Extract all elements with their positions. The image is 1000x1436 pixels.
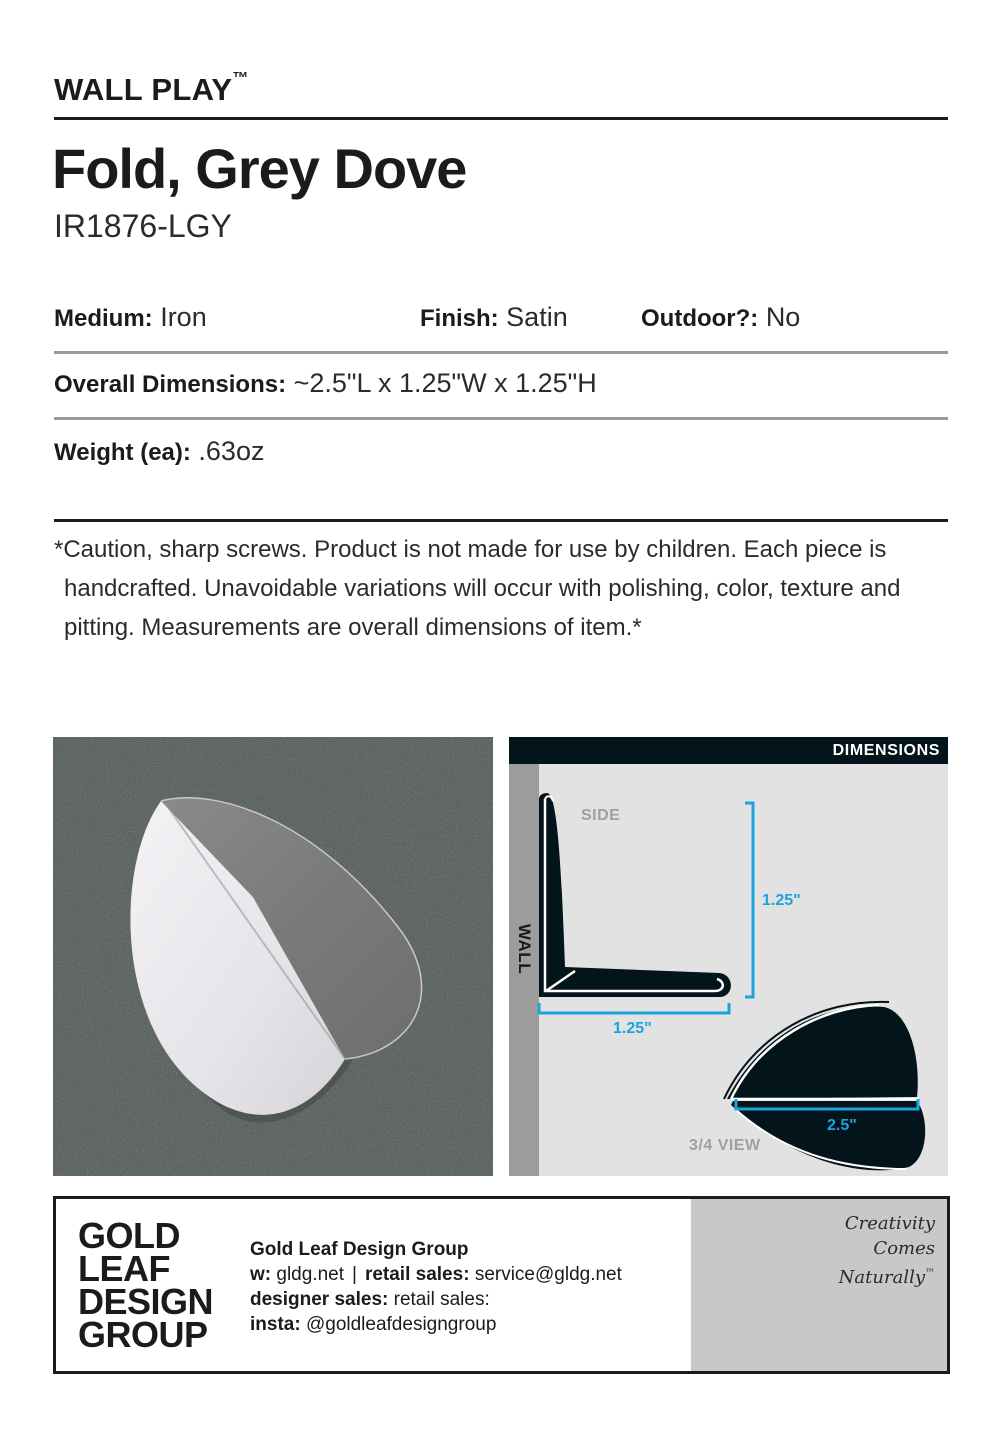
height-dimension: 1.25": [762, 892, 801, 909]
spec-outdoor-value: No: [765, 302, 801, 332]
tagline: [839, 1211, 935, 1290]
length-dimension: 2.5": [827, 1117, 857, 1134]
instagram-label: insta:: [250, 1314, 301, 1335]
product-sku: IR1876-LGY: [54, 208, 232, 244]
product-image-illustration: [53, 737, 493, 1176]
spec-finish-label: Finish:: [420, 305, 499, 332]
spec-dimensions-label: Overall Dimensions:: [54, 371, 287, 398]
spec-medium: [54, 302, 207, 332]
spec-weight-label: Weight (ea):: [54, 439, 191, 466]
three-quarter-view-label: 3/4 VIEW: [689, 1137, 761, 1154]
series-name: [54, 72, 249, 108]
spec-outdoor: [641, 302, 800, 333]
side-profile-shape: [539, 793, 731, 997]
spec-row-material: [54, 302, 801, 333]
web-label: w:: [250, 1264, 272, 1285]
website-link[interactable]: gldg.net: [276, 1264, 345, 1285]
logo-line: GOLD: [78, 1215, 180, 1256]
company-name: Gold Leaf Design Group: [250, 1239, 469, 1260]
tagline-line: Creativity: [844, 1213, 935, 1234]
spec-row-weight: [54, 436, 264, 467]
product-title: Fold, Grey Dove: [52, 137, 467, 200]
spec-row-dimensions: [54, 368, 597, 399]
spec-divider: [54, 351, 948, 354]
spec-outdoor-label: Outdoor?:: [641, 305, 759, 332]
spec-medium-label: Medium:: [54, 305, 153, 332]
spec-dimensions-value: ~2.5"L x 1.25"W x 1.25"H: [293, 368, 597, 398]
caution-text: Caution, sharp screws. Product is not made for use by children. Each piece is handcrafted. Unavoidable variations will occur with polishing, color, texture and pitting. Measurements are overall dimensions of item.*: [63, 536, 901, 641]
designer-sales-value: retail sales:: [393, 1289, 490, 1310]
dimensions-header: DIMENSIONS: [509, 737, 948, 764]
spec-medium-value: Iron: [160, 302, 207, 332]
dimensions-panel: [509, 737, 948, 1176]
logo-line: DESIGN: [78, 1281, 214, 1322]
logo-line: LEAF: [78, 1248, 170, 1289]
series-label: WALL PLAY: [54, 72, 233, 107]
retail-sales-label: retail sales:: [364, 1264, 470, 1285]
spec-finish: [420, 302, 568, 333]
header-divider: [54, 117, 948, 120]
spec-finish-value: Satin: [506, 302, 568, 332]
trademark-mark: ™: [232, 70, 249, 87]
instagram-link[interactable]: @goldleafdesigngroup: [305, 1314, 497, 1335]
caution-star: *: [54, 536, 64, 563]
tagline-panel: [691, 1199, 947, 1371]
separator: |: [352, 1264, 357, 1285]
company-footer: [53, 1196, 950, 1374]
logo-line: GROUP: [78, 1314, 208, 1355]
product-photo: [53, 737, 493, 1176]
spec-weight-value: .63oz: [198, 436, 265, 466]
section-divider: [54, 519, 948, 522]
wall-label: WALL: [515, 923, 534, 975]
tagline-line: Comes: [873, 1238, 935, 1259]
retail-email-link[interactable]: service@gldg.net: [474, 1264, 622, 1285]
width-dimension: 1.25": [613, 1020, 652, 1037]
company-logo: [78, 1215, 214, 1355]
contact-info: [250, 1237, 622, 1337]
spec-divider: [54, 417, 948, 420]
caution-note: [54, 530, 954, 647]
trademark-mark: ™: [925, 1268, 935, 1279]
side-view-label: SIDE: [581, 807, 621, 824]
dimension-diagram: [509, 737, 948, 1176]
designer-sales-label: designer sales:: [250, 1289, 389, 1310]
tagline-line: Naturally: [838, 1267, 925, 1288]
